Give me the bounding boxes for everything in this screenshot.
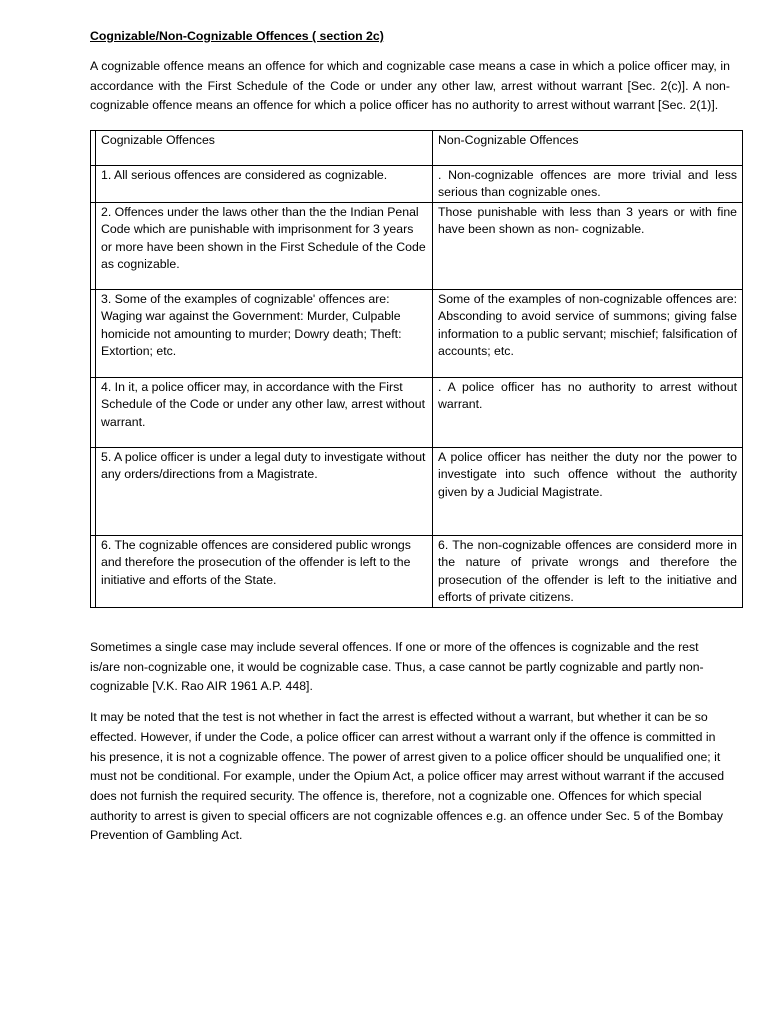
cognizable-cell: 4. In it, a police officer may, in accordance with the First Schedule of the Code or under any other law, arrest without warrant. (96, 377, 433, 447)
table-row (91, 165, 743, 202)
non-cognizable-cell: A police officer has neither the duty nor the power to investigate into such offence without the authority given by a Judicial Magistrate. (433, 447, 743, 535)
intro-paragraph: A cognizable offence means an offence for which and cognizable case means a case in which a police officer may, in accordance with the First Schedule of the Code or under any other law, arrest without warrant [Sec. 2(c)]. A non-cognizable offence means an offence for which a police officer has no authority to arrest without warrant [Sec. 2(1)]. (90, 59, 730, 112)
table-row (91, 447, 743, 535)
table-row (91, 377, 743, 447)
header-non-cognizable: Non-Cognizable Offences (433, 130, 743, 165)
body-paragraph-2: Sometimes a single case may include several offences. If one or more of the offences is cognizable and the rest is/are non-cognizable one, it would be cognizable case. Thus, a case cannot be partly cognizable and partly non-cognizable [V.K. Rao AIR 1961 A.P. 448]. (90, 640, 704, 694)
non-cognizable-cell: . Non-cognizable offences are more trivial and less serious than cognizable ones. (433, 165, 743, 202)
non-cognizable-cell: Some of the examples of non-cognizable offences are: Absconding to avoid service of summons; giving false information to a public servant; mischief; falsification of accounts; etc. (433, 289, 743, 377)
cognizable-cell: 3. Some of the examples of cognizable' offences are: Waging war against the Government: Murder, Culpable homicide not amounting to murder; Dowry death; Theft: Extortion; etc. (96, 289, 433, 377)
table-row (91, 202, 743, 289)
cognizable-cell: 1. All serious offences are considered as cognizable. (96, 165, 433, 202)
table-row (91, 289, 743, 377)
table-header-row (91, 130, 743, 165)
non-cognizable-cell: . A police officer has no authority to arrest without warrant. (433, 377, 743, 447)
non-cognizable-cell: Those punishable with less than 3 years or with fine have been shown as non- cognizable. (433, 202, 743, 289)
document-title: Cognizable/Non-Cognizable Offences ( section 2c) (90, 29, 384, 43)
header-cognizable: Cognizable Offences (96, 130, 433, 165)
document-page (90, 28, 737, 846)
cognizable-cell: 2. Offences under the laws other than the the Indian Penal Code which are punishable with imprisonment for 3 years or more have been shown in the First Schedule of the Code as cognizable. (96, 202, 433, 289)
cognizable-cell: 6. The cognizable offences are considered public wrongs and therefore the prosecution of the offender is left to the initiative and efforts of the State. (96, 535, 433, 607)
cognizable-cell: 5. A police officer is under a legal duty to investigate without any orders/directions from a Magistrate. (96, 447, 433, 535)
non-cognizable-cell: 6. The non-cognizable offences are considerd more in the nature of private wrongs and therefore the prosecution of the offender is left to the initiative and efforts of private citizens. (433, 535, 743, 607)
body-paragraph-3: It may be noted that the test is not whether in fact the arrest is effected without a warrant, but whether it can be so effected. However, if under the Code, a police officer can arrest without a warrant only if the offence is committed in his presence, it is not a cognizable offence. The power of arrest given to a police officer should be unqualified one; it must not be conditional. For example, under the Opium Act, a police officer may arrest without warrant if the accused does not furnish the required security. The offence is, therefore, not a cognizable one. Offences for which special authority to arrest is given to special officers are not cognizable offences e.g. an offence under Sec. 5 of the Bombay Prevention of Gambling Act. (90, 710, 725, 843)
table-row (91, 535, 743, 607)
comparison-table (90, 130, 743, 609)
